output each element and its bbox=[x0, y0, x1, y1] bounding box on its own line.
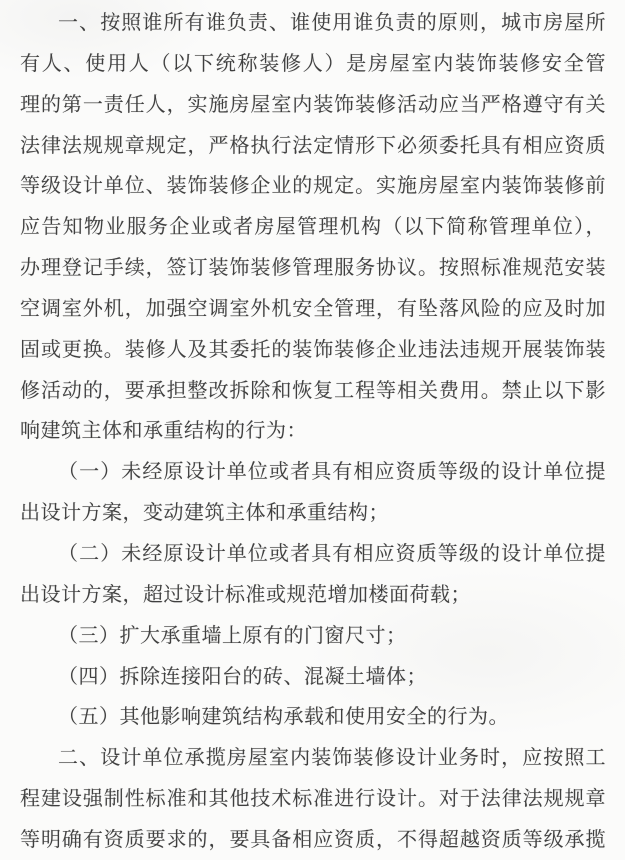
text-line: （二）未经原设计单位或者具有相应资质等级的设计单位提 bbox=[58, 540, 606, 565]
text-line: 有人、使用人（以下统称装修人）是房屋室内装饰装修安全管 bbox=[20, 50, 606, 75]
text-line: （五）其他影响建筑结构承载和使用安全的行为。 bbox=[58, 704, 509, 729]
text-line: 出设计方案，变动建筑主体和承重结构； bbox=[20, 500, 389, 525]
text-line: 办理登记手续，签订装饰装修管理服务协议。按照标准规范安装 bbox=[20, 255, 606, 280]
text-line: 等级设计单位、装饰装修企业的规定。实施房屋室内装饰装修前 bbox=[20, 173, 606, 198]
text-line: （一）未经原设计单位或者具有相应资质等级的设计单位提 bbox=[58, 459, 606, 484]
text-line: 响建筑主体和承重结构的行为： bbox=[20, 418, 307, 443]
text-line: 法律法规规章规定，严格执行法定情形下必须委托具有相应资质 bbox=[20, 132, 606, 157]
text-line: 理的第一责任人，实施房屋室内装饰装修活动应当严格遵守有关 bbox=[20, 91, 606, 116]
text-line: 应告知物业服务企业或者房屋管理机构（以下简称管理单位）， bbox=[20, 214, 606, 239]
text-line: 固或更换。装修人及其委托的装饰装修企业违法违规开展装饰装 bbox=[20, 336, 606, 361]
text-line: 一、按照谁所有谁负责、谁使用谁负责的原则，城市房屋所 bbox=[58, 10, 606, 34]
text-line: 出设计方案，超过设计标准或规范增加楼面荷载； bbox=[20, 581, 471, 606]
text-line: 二、设计单位承揽房屋室内装饰装修设计业务时，应按照工 bbox=[58, 745, 606, 770]
text-line: （四）拆除连接阳台的砖、混凝土墙体； bbox=[58, 663, 427, 688]
text-line: （三）扩大承重墙上原有的门窗尺寸； bbox=[58, 622, 407, 647]
text-line: 修活动的，要承担整改拆除和恢复工程等相关费用。禁止以下影 bbox=[20, 377, 606, 402]
text-line: 空调室外机，加强空调室外机安全管理，有坠落风险的应及时加 bbox=[20, 295, 606, 320]
text-line: 等明确有资质要求的，要具备相应资质，不得超越资质等级承揽 bbox=[20, 826, 606, 851]
text-line: 程建设强制性标准和其他技术标准进行设计。对于法律法规规章 bbox=[20, 786, 606, 811]
